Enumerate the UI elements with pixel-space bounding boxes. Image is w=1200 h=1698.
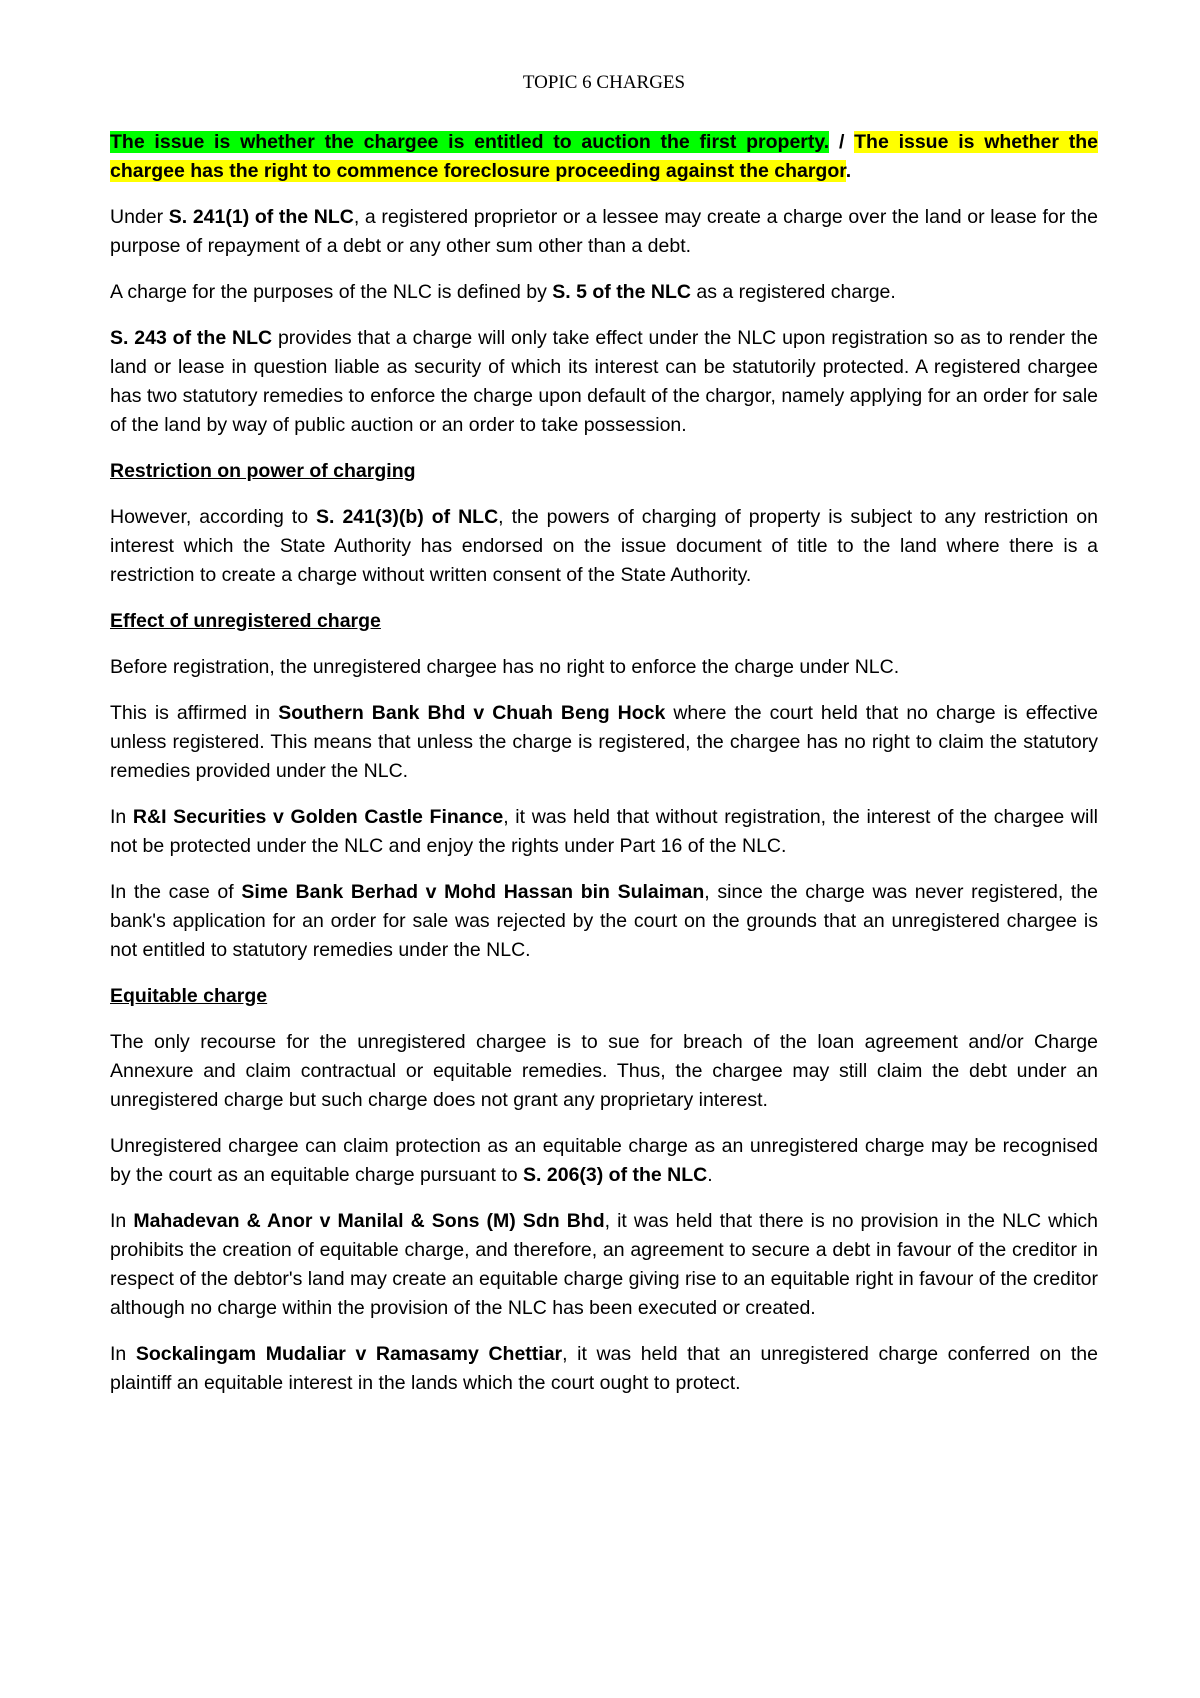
text: . [707, 1164, 713, 1186]
case-name: R&I Securities v Golden Castle Finance [132, 806, 504, 828]
text: , since the charge was never registered, the bank's application for an order for sale was rejected by the court on the grounds that an unregistered chargee is not entitled to statutory remedies under the NLC. [110, 881, 1098, 961]
paragraph-southern-bank [110, 699, 1098, 786]
text: A charge for the purposes of the NLC is defined by [110, 281, 553, 303]
text: , it was held that an unregistered charge conferred on the plaintiff an equitable interest in the lands which the court ought to protect. [110, 1343, 1098, 1394]
text: provides that a charge will only take effect under the NLC upon registration so as to render the land or lease in question liable as security of which its interest can be statutorily protected. A registered chargee has two statutory remedies to enforce the charge upon default of the chargor, namely applying for an order for sale of the land by way of public auction or an order to take possession. [110, 327, 1098, 436]
paragraph-ri-securities [110, 803, 1098, 861]
heading-equitable: Equitable charge [110, 985, 268, 1007]
text: as a registered charge. [690, 281, 896, 303]
text: In the case of [110, 881, 242, 903]
paragraph-s5 [110, 278, 1098, 307]
case-name: Mahadevan & Anor v Manilal & Sons (M) Sdn Bhd [133, 1210, 605, 1232]
statute-ref: S. 241(3)(b) of NLC [316, 506, 499, 528]
statute-ref: S. 241(1) of the NLC [168, 206, 354, 228]
paragraph-sockalingam [110, 1340, 1098, 1398]
paragraph-sime-bank [110, 878, 1098, 965]
text: where the court held that no charge is effective unless registered. This means that unless the charge is registered, the chargee has no right to claim the statutory remedies provided under the NLC. [110, 702, 1098, 782]
issue-end: . [845, 160, 852, 182]
document-title: TOPIC 6 CHARGES [522, 72, 686, 93]
paragraph-recourse: The only recourse for the unregistered chargee is to sue for breach of the loan agreement and/or Charge Annexure and claim contractual or equitable remedies. Thus, the chargee may still claim the debt under an unregistered charge but such charge does not grant any proprietary interest. [110, 1031, 1098, 1111]
paragraph-mahadevan [110, 1207, 1098, 1323]
paragraph-s206-3 [110, 1132, 1098, 1190]
case-name: Southern Bank Bhd v Chuah Beng Hock [278, 702, 666, 724]
text: However, according to [110, 506, 317, 528]
paragraph-s243 [110, 324, 1098, 440]
text: , the powers of charging of property is subject to any restriction on interest which the State Authority has endorsed on the issue document of title to the land where there is a restriction to create a charge without written consent of the State Authority. [110, 506, 1098, 586]
issue-highlight-yellow: The issue is whether the chargee has the right to commence foreclosure proceeding against the chargor [110, 131, 1098, 182]
case-name: Sockalingam Mudaliar v Ramasamy Chettiar [135, 1343, 563, 1365]
issue-separator: / [829, 131, 855, 153]
text: This is affirmed in [110, 702, 279, 724]
text: , a registered proprietor or a lessee may create a charge over the land or lease for the purpose of repayment of a debt or any other sum other than a debt. [110, 206, 1098, 257]
heading-unregistered: Effect of unregistered charge [110, 610, 381, 632]
text: , it was held that without registration, the interest of the chargee will not be protected under the NLC and enjoy the rights under Part 16 of the NLC. [110, 806, 1098, 857]
issue-highlight-green: The issue is whether the chargee is entitled to auction the first property. [110, 131, 830, 153]
text: , it was held that there is no provision in the NLC which prohibits the creation of equitable charge, and therefore, an agreement to secure a debt in favour of the creditor in respect of the debtor's land may create an equitable charge giving rise to an equitable right in favour of the creditor although no charge within the provision of the NLC has been executed or created. [110, 1210, 1098, 1319]
statute-ref: S. 5 of the NLC [552, 281, 691, 303]
document-page [110, 70, 1098, 1415]
text: In [110, 1210, 134, 1232]
paragraph-before-registration: Before registration, the unregistered chargee has no right to enforce the charge under NLC. [110, 656, 900, 678]
case-name: Sime Bank Berhad v Mohd Hassan bin Sulaiman [241, 881, 705, 903]
paragraph-s241-1 [110, 203, 1098, 261]
statute-ref: S. 243 of the NLC [110, 327, 273, 349]
paragraph-s241-3b [110, 503, 1098, 590]
heading-restriction: Restriction on power of charging [110, 460, 416, 482]
issue-statement [110, 128, 1098, 186]
statute-ref: S. 206(3) of the NLC [523, 1164, 708, 1186]
text: In [110, 806, 133, 828]
text: Unregistered chargee can claim protection as an equitable charge as an unregistered charge may be recognised by the court as an equitable charge pursuant to [110, 1135, 1098, 1186]
text: Under [110, 206, 169, 228]
text: In [110, 1343, 136, 1365]
